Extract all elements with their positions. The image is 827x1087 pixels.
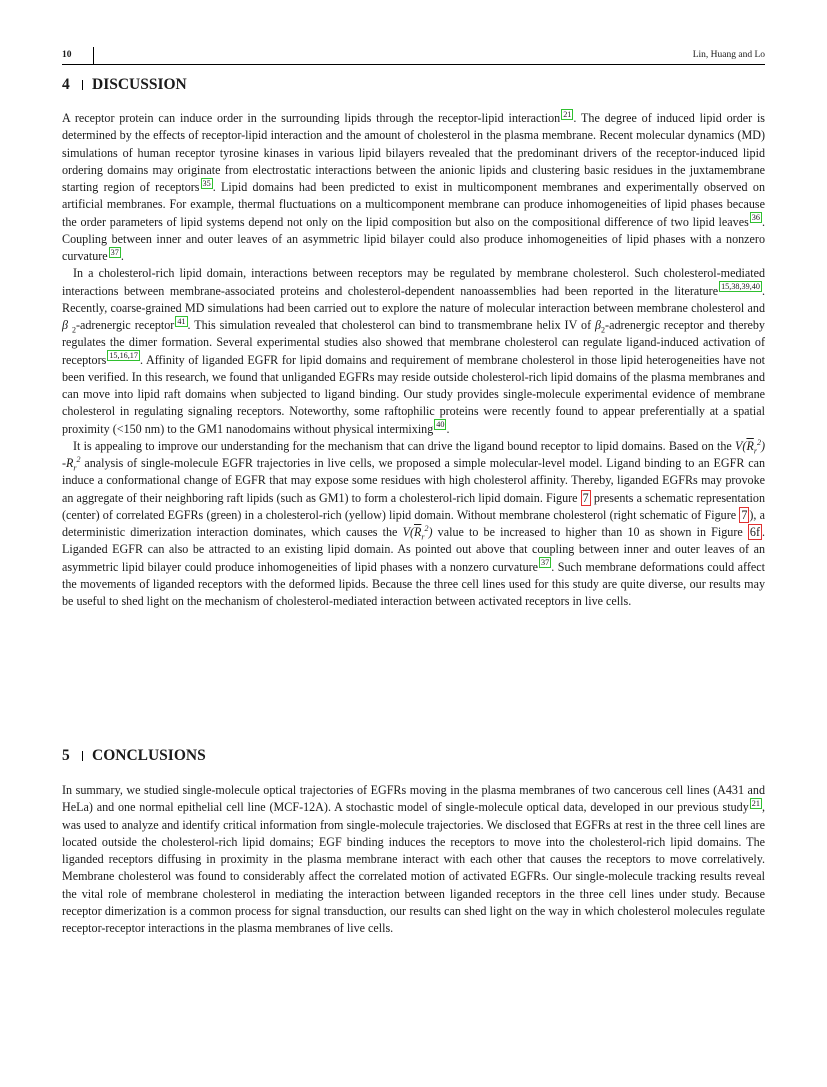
subscript: 2 bbox=[601, 325, 606, 335]
page-number: 10 bbox=[62, 50, 72, 60]
text-run: A receptor protein can induce order in the surrounding lipids through the receptor-lipid interaction bbox=[62, 111, 561, 125]
text-run: . The degree of induced lipid order is determined by the effects of receptor-lipid interaction and the amount of cholesterol in the plasma membrane. Recent molecular dynamics (MD) simulations of human receptor tyrosine kinases in various lipid bilayers revealed that the predominant drivers of the receptor-induced lipid ordering domains may originate from electrostatic interactions between the anionic lipids and clustering basic residues in the juxtamembrane starting region of receptors bbox=[62, 111, 766, 194]
citation-link[interactable]: 40 bbox=[436, 420, 445, 430]
citation-link[interactable]: 15,38,39,40 bbox=[721, 282, 760, 292]
text-run: . Affinity of liganded EGFR for lipid domains and requirement of membrane cholesterol in those lipid heterogeneities have not been verified. In this research, we found that unliganded EGFRs may reside outside cholesterol-rich lipid domains of the plasma membranes and can move into lipid raft domains when subjected to ligand binding. Our study provides single-molecule experimental evidence of membrane cholesterol in regulating signaling receptors. Noteworthy, some raftophilic proteins were recently found to appear preferentially at a spatial proximity (<150 nm) to the GM1 nanodomains without physical intermixing bbox=[62, 352, 765, 436]
text-run: -adrenergic receptor and thereby regulates the dimer formation. Several experimental studies also showed that membrane cholesterol can regulate ligand-induced activation of receptors bbox=[62, 318, 765, 367]
paragraph bbox=[62, 438, 765, 611]
section-tick bbox=[82, 80, 83, 90]
text-run: analysis of single-molecule EGFR trajectories in live cells, we proposed a simple molecular-level model. Ligand binding to an EGFR can induce a conformational change of EGFR that may expose some residues with high cholesterol affinity. Thereby, liganded EGFRs may provoke an aggregate of their neighboring raft lipids (such as GM1) to form a cholesterol-rich lipid domain. Figure bbox=[62, 456, 765, 505]
text-run: , was used to analyze and identify critical information from single-molecule trajectories. We disclosed that EGFRs at rest in the three cell lines are located outside the cholesterol-rich lipid domains; EGF binding induces the receptors to move into the cholesterol-rich lipid domains. The liganded receptors diffusing in proximity in the plasma membrane interact with each other that causes the receptors to move correlatively. Membrane cholesterol was found to considerably affect the correlated motion of activated EGFRs. Our single-molecule tracking results reveal the vital role of membrane cholesterol in mediating the interaction between liganded receptors in the three cell lines under study. Because receptor dimerization is a common process for signal transduction, our results can shed light on the way in which cholesterol molecules regulate receptor-receptor interactions in the plasma membranes of live cells. bbox=[62, 800, 765, 935]
section-number: 4 bbox=[62, 76, 70, 93]
math-formula: $V(\overline{R}_r^2)$ bbox=[402, 523, 433, 542]
citation-link[interactable]: 21 bbox=[563, 109, 572, 119]
citation-link[interactable]: 15,16,17 bbox=[109, 351, 138, 361]
section-title: CONCLUSIONS bbox=[92, 747, 206, 764]
text-run: value to be increased to higher than 10 as shown in Figure bbox=[432, 525, 748, 539]
citation-link[interactable]: 35 bbox=[202, 178, 211, 188]
citation-link[interactable]: 37 bbox=[541, 558, 550, 568]
citation-link[interactable]: 21 bbox=[751, 799, 760, 809]
text-run: In summary, we studied single-molecule optical trajectories of EGFRs moving in the plasma membranes of two cancerous cell lines (A431 and HeLa) and one normal epithelial cell line (MCF-12A). A stochastic model of single-molecule optical data, developed in our previous study bbox=[62, 783, 765, 815]
figure-link[interactable]: 7 bbox=[741, 507, 748, 522]
text-run: . bbox=[120, 249, 124, 263]
figure-link[interactable]: 6f bbox=[749, 525, 760, 539]
figure-link[interactable]: 7 bbox=[582, 490, 589, 505]
running-header bbox=[62, 48, 765, 65]
text-run: . Lipid domains had been predicted to exist in multicomponent membranes and experimentally observed on artificial membranes. For example, thermal fluctuations on a multicomponent membrane can produce inhomogeneities of lipid phases because the order parameters of lipid systems depend not only on the lipid composition but also on the compositional difference of two lipid leaves bbox=[62, 180, 766, 229]
text-run: presents a schematic representation (center) of correlated EGFRs (green) in a cholesterol-rich (yellow) lipid domain. Without membrane cholesterol (right schematic of Figure bbox=[62, 490, 766, 522]
text-run: . Liganded EGFR can also be attracted to an existing lipid domain. As pointed out above that coupling between inner and outer leaves of an asymmetric lipid bilayer could produce inhomogeneities of lipid phases with a nonzero curvature bbox=[62, 525, 765, 574]
citation-link[interactable]: 36 bbox=[751, 213, 760, 223]
text-run: . This simulation revealed that cholesterol can bind to transmembrane helix IV of bbox=[187, 318, 596, 332]
beta-symbol: β bbox=[62, 318, 69, 332]
subscript: 2 bbox=[71, 325, 76, 335]
text-run: . bbox=[446, 421, 450, 436]
section-title: DISCUSSION bbox=[92, 76, 187, 93]
text-run: . Coupling between inner and outer leaves of an asymmetric lipid bilayer could also produce inhomogeneities of lipid phases with a nonzero curvature bbox=[62, 214, 765, 263]
citation-link[interactable]: 41 bbox=[177, 316, 186, 326]
text-run: It is appealing to improve our understanding for the mechanism that can drive the ligand bound receptor to lipid domains. Based on the bbox=[73, 438, 736, 453]
conclusions-body bbox=[62, 782, 765, 937]
section-heading-conclusions bbox=[62, 747, 206, 765]
section-number: 5 bbox=[62, 747, 70, 764]
discussion-body bbox=[62, 110, 765, 610]
running-authors: Lin, Huang and Lo bbox=[692, 50, 765, 60]
text-run: In a cholesterol-rich lipid domain, interactions between receptors may be regulated by membrane cholesterol. Such cholesterol-mediated interactions between membrane-associated proteins and cholesterol-dependent nanoassemblies had been reported in the literature bbox=[62, 266, 765, 298]
text-run: . Recently, coarse-grained MD simulations had been carried out to explore the nature of molecular interaction between membrane cholesterol and bbox=[62, 283, 765, 315]
math-formula: $V(\overline{R}_r^2)$ $-R_r^2$ bbox=[62, 437, 765, 473]
beta-symbol: β bbox=[595, 318, 602, 332]
paragraph bbox=[62, 265, 765, 438]
text-run: . Such membrane deformations could affect the movements of liganded receptors with the deformed lipids. Because the three cell lines used for this study are quite diverse, our results may be useful to shed light on the mechanism of cholesterol-mediated interaction between activated receptors in live cells. bbox=[62, 559, 765, 608]
text-run: ), a deterministic dimerization interaction dominates, which causes the bbox=[62, 507, 765, 539]
section-tick bbox=[82, 751, 83, 761]
header-divider bbox=[93, 47, 94, 64]
citation-link[interactable]: 37 bbox=[110, 247, 119, 257]
paragraph bbox=[62, 782, 765, 937]
section-heading-discussion bbox=[62, 76, 187, 94]
paragraph bbox=[62, 110, 765, 265]
text-run: -adrenergic receptor bbox=[75, 318, 175, 332]
